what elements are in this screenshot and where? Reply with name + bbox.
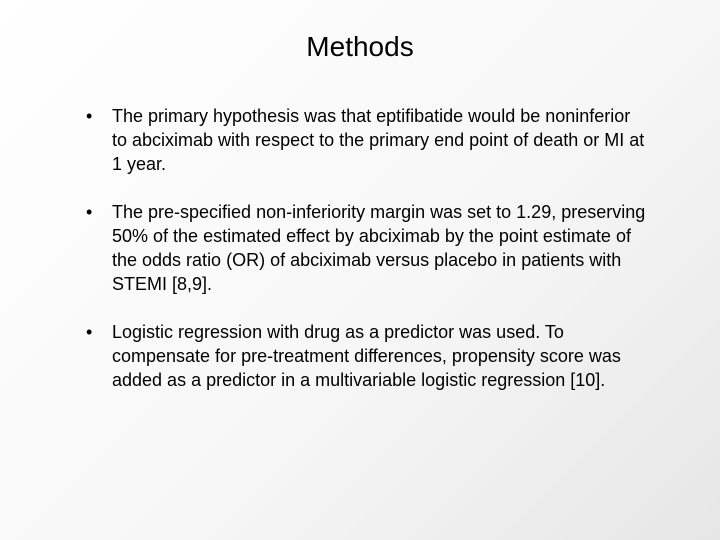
- bullet-item-1: [86, 104, 646, 176]
- bullet-item-2: [86, 200, 646, 296]
- bullet-item-3: [86, 320, 646, 392]
- bullet-marker: •: [86, 322, 93, 342]
- slide-title: Methods: [306, 31, 414, 62]
- bullet-text: The primary hypothesis was that eptifibatide would be noninferior to abciximab with respect to the primary end point of death or MI at 1 year.: [112, 106, 645, 174]
- bullet-text: Logistic regression with drug as a predictor was used. To compensate for pre-treatment differences, propensity score was added as a predictor in a multivariable logistic regression [10].: [112, 322, 621, 390]
- bullet-marker: •: [86, 202, 93, 222]
- bullet-marker: •: [86, 106, 93, 126]
- bullet-text: The pre-specified non-inferiority margin was set to 1.29, preserving 50% of the estimated effect by abciximab by the point estimate of the odds ratio (OR) of abciximab versus placebo in patients with STEMI [8,9].: [112, 202, 646, 294]
- bullet-list: [86, 104, 646, 416]
